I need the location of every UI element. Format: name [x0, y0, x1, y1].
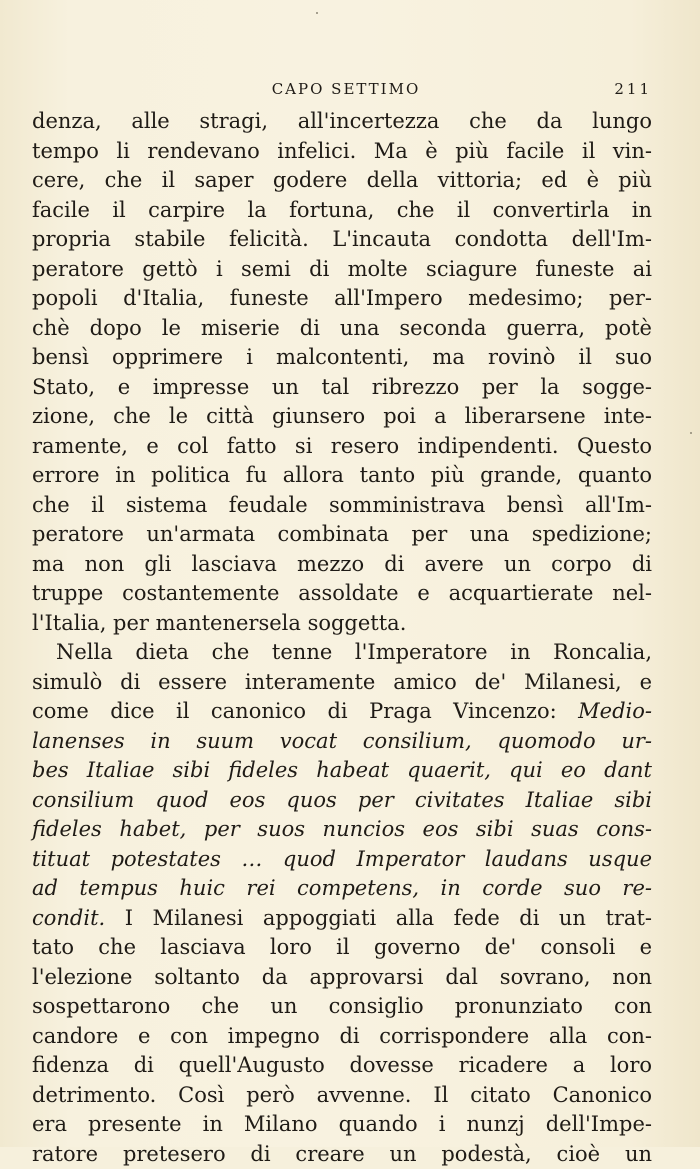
text-line — [32, 520, 652, 550]
latin-quote-text: tituat potestates … quod Imperator laudans usque — [32, 847, 652, 871]
line-text: Nella dieta che tenne l'Imperatore in Roncalia, — [56, 640, 652, 664]
line-text: tato che lasciava loro il governo de' consoli e — [32, 935, 652, 959]
text-line — [32, 491, 652, 521]
line-text: bensì opprimere i malcontenti, ma rovinò il suo — [32, 345, 652, 369]
text-line — [32, 137, 652, 167]
line-text: candore e con impegno di corrispondere alla con- — [32, 1024, 652, 1048]
text-line — [32, 461, 652, 491]
text-line — [32, 904, 652, 934]
text-line — [32, 874, 652, 904]
text-line — [32, 727, 652, 757]
text-line — [32, 933, 652, 963]
text-line — [32, 225, 652, 255]
page-number: 211 — [614, 80, 652, 98]
line-text: tempo li rendevano infelici. Ma è più facile il vin- — [32, 139, 652, 163]
text-line — [32, 402, 652, 432]
running-header — [40, 80, 652, 102]
line-text: zione, che le città giunsero poi a liberarsene inte- — [32, 404, 652, 428]
line-text: come dice il canonico di Praga Vincenzo: — [32, 699, 578, 723]
text-line — [32, 196, 652, 226]
line-text: facile il carpire la fortuna, che il convertirla in — [32, 198, 652, 222]
line-text: cere, che il saper godere della vittoria; ed è più — [32, 168, 652, 192]
line-text: peratore gettò i semi di molte sciagure funeste ai — [32, 257, 652, 281]
text-line — [32, 1140, 652, 1169]
line-text: ratore pretesero di creare un podestà, cioè un — [32, 1142, 652, 1166]
line-text: popoli d'Italia, funeste all'Impero medesimo; per- — [32, 286, 652, 310]
text-line — [32, 166, 652, 196]
latin-quote-text: consilium quod eos quos per civitates Italiae sibi — [32, 788, 652, 812]
line-text: che il sistema feudale somministrava bensì all'Im- — [32, 493, 652, 517]
text-line — [32, 815, 652, 845]
text-line — [32, 786, 652, 816]
chapter-title: CAPO SETTIMO — [40, 80, 652, 98]
line-text: I Milanesi appoggiati alla fede di un trat- — [105, 906, 652, 930]
line-text: ramente, e col fatto si resero indipendenti. Questo — [32, 434, 652, 458]
line-text: peratore un'armata combinata per una spedizione; — [32, 522, 652, 546]
latin-quote-text: condit. — [32, 906, 105, 930]
text-line — [32, 609, 652, 639]
latin-quote-text: ad tempus huic rei competens, in corde suo re- — [32, 876, 652, 900]
line-text: l'Italia, per mantenersela soggetta. — [32, 611, 406, 635]
text-line — [32, 550, 652, 580]
line-text: chè dopo le miserie di una seconda guerra, potè — [32, 316, 652, 340]
text-line — [32, 255, 652, 285]
body-text — [32, 107, 652, 1169]
line-text: era presente in Milano quando i nunzj dell'Impe- — [32, 1112, 652, 1136]
page-speck — [316, 12, 318, 14]
line-text: l'elezione soltanto da approvarsi dal sovrano, non — [32, 965, 652, 989]
text-line — [32, 697, 652, 727]
text-line — [32, 1081, 652, 1111]
latin-quote-text: Medio- — [578, 699, 652, 723]
line-text: fidenza di quell'Augusto dovesse ricadere a loro — [32, 1053, 652, 1077]
text-line — [32, 963, 652, 993]
latin-quote-text: lanenses in suum vocat consilium, quomodo ur- — [32, 729, 652, 753]
text-line — [32, 638, 652, 668]
text-line — [32, 107, 652, 137]
line-text: sospettarono che un consiglio pronunziato con — [32, 994, 652, 1018]
text-line — [32, 373, 652, 403]
text-line — [32, 992, 652, 1022]
latin-quote-text: bes Italiae sibi fideles habeat quaerit, qui eo dant — [32, 758, 652, 782]
line-text: ma non gli lasciava mezzo di avere un corpo di — [32, 552, 652, 576]
text-line — [32, 845, 652, 875]
page-speck — [690, 432, 692, 434]
text-line — [32, 756, 652, 786]
latin-quote-text: fideles habet, per suos nuncios eos sibi suas cons- — [32, 817, 652, 841]
text-line — [32, 343, 652, 373]
line-text: Stato, e impresse un tal ribrezzo per la sogge- — [32, 375, 652, 399]
line-text: denza, alle stragi, all'incertezza che da lungo — [32, 109, 652, 133]
text-line — [32, 1110, 652, 1140]
text-line — [32, 1051, 652, 1081]
text-line — [32, 432, 652, 462]
text-line — [32, 284, 652, 314]
line-text: propria stabile felicità. L'incauta condotta dell'Im- — [32, 227, 652, 251]
line-text: truppe costantemente assoldate e acquartierate nel- — [32, 581, 652, 605]
text-line — [32, 1022, 652, 1052]
text-line — [32, 668, 652, 698]
text-line — [32, 314, 652, 344]
text-line — [32, 579, 652, 609]
line-text: detrimento. Così però avvenne. Il citato Canonico — [32, 1083, 652, 1107]
line-text: errore in politica fu allora tanto più grande, quanto — [32, 463, 652, 487]
line-text: simulò di essere interamente amico de' Milanesi, e — [32, 670, 652, 694]
